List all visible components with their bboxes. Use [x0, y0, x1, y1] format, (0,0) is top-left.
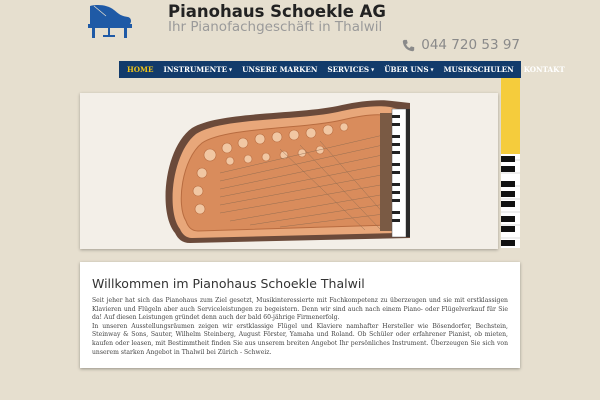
nav-item-instrumente[interactable]: INSTRUMENTE ▼ [163, 65, 233, 74]
nav-item-musikschulen[interactable]: MUSIKSCHULEN [443, 65, 514, 74]
nav-item-unsere-marken[interactable]: UNSERE MARKEN [242, 65, 318, 74]
welcome-heading: Willkommen im Pianohaus Schoekle Thalwil [92, 276, 365, 291]
phone-icon [402, 39, 415, 52]
welcome-section [80, 262, 520, 368]
grand-piano-interior-image [80, 93, 498, 249]
nav-item-services[interactable]: SERVICES ▼ [327, 65, 375, 74]
logo[interactable] [84, 2, 136, 42]
nav-item-kontakt[interactable]: KONTAKT [523, 65, 565, 74]
site-tagline: Ihr Pianofachgeschäft in Thalwil [168, 19, 383, 35]
hero-image [80, 93, 498, 249]
chevron-down-icon: ▼ [430, 67, 434, 72]
site-title[interactable]: Pianohaus Schoekle AG [168, 2, 386, 21]
welcome-paragraph-2: In unseren Ausstellungsräumen zeigen wir erstklassige Flügel und Klaviere namhafter Hersteller wie Bösendorfer, Bechstein, Steinway & Sons, Sauter, Wilhelm Steinberg, August Förster, Yamaha und Roland. Ob Schüler oder erfahrener Pianist, ob mieten, kaufen oder leasen, mit Bestimmtheit finden Sie aus unserem breiten Angebot Ihr persönliches Instrument. Überzeugen Sie sich von unserem starken Angebot in Thalwil bei Zürich - Schweiz. [92, 322, 508, 356]
main-navigation [119, 61, 565, 78]
grand-piano-icon [84, 2, 136, 42]
chevron-down-icon: ▼ [371, 67, 375, 72]
piano-keys-icon [501, 154, 520, 248]
nav-item-home[interactable]: HOME [127, 65, 154, 74]
phone-number: 044 720 53 97 [421, 37, 520, 53]
welcome-paragraph-1: Seit jeher hat sich das Pianohaus zum Ziel gesetzt, Musikinteressierte mit Fachkompetenz zu überzeugen und sie mit erstklassigen Klavieren und Flügeln aber auch Serviceleistungen zu begeistern. Denn wir sind auch nach einem Piano- oder Flügelverkauf für Sie da! Auf diesen Leistungen gründet denn auch der bald 60-jährige Firmenerfolg. [92, 297, 508, 322]
phone-contact[interactable] [402, 37, 520, 53]
decorative-keyboard-strip [501, 78, 520, 248]
nav-item-ueber-uns[interactable]: ÜBER UNS ▼ [384, 65, 434, 74]
accent-bar [501, 78, 520, 154]
chevron-down-icon: ▼ [229, 67, 233, 72]
